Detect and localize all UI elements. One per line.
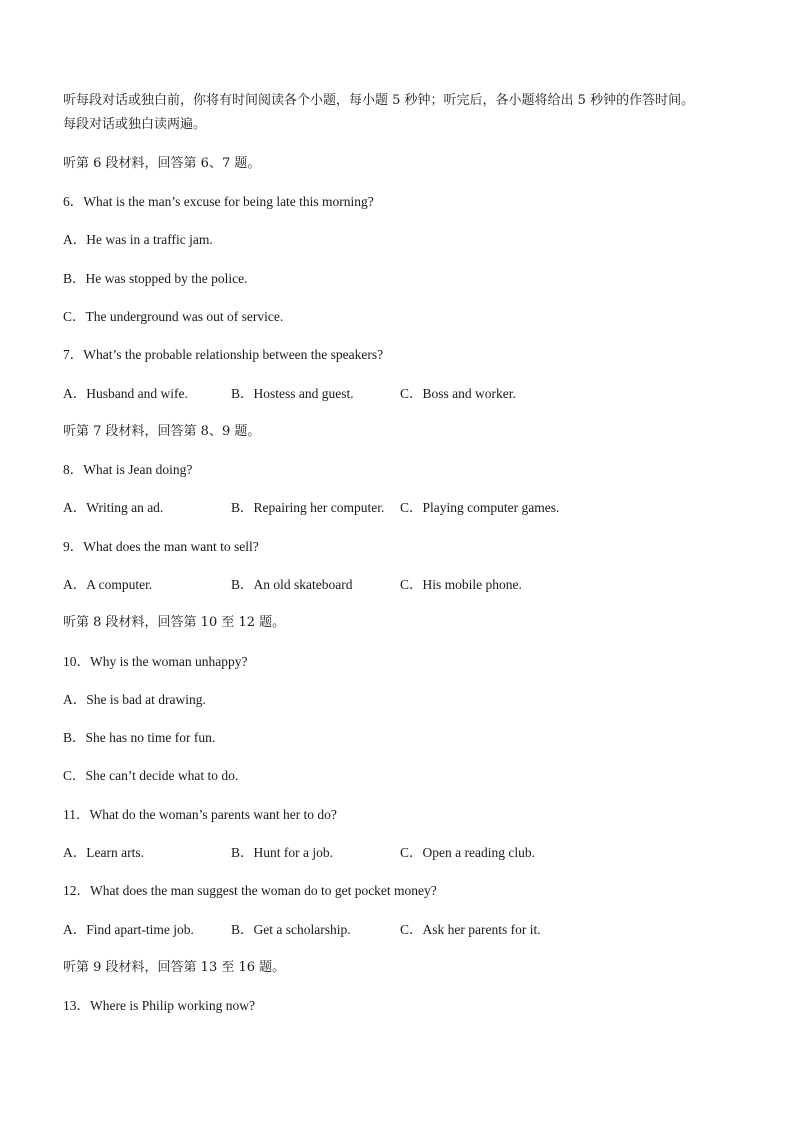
section-heading-8: 听第 8 段材料，回答第 10 至 12 题。 — [63, 615, 286, 630]
question-7-option-c: C．Boss and worker. — [400, 386, 516, 401]
question-6-option-c: C．The underground was out of service. — [63, 309, 284, 324]
question-9-option-a: A．A computer. — [63, 577, 153, 592]
question-8-stem: 8．What is Jean doing? — [63, 462, 193, 477]
question-11-option-a: A．Learn arts. — [63, 845, 144, 860]
question-8-option-c: C．Playing computer games. — [400, 500, 560, 515]
question-12-stem: 12．What does the man suggest the woman do to get pocket money? — [63, 883, 437, 898]
question-11-stem: 11．What do the woman’s parents want her to do? — [63, 807, 337, 822]
question-10-stem: 10．Why is the woman unhappy? — [63, 654, 248, 669]
question-6-option-a: A．He was in a traffic jam. — [63, 232, 213, 247]
question-7-stem: 7．What’s the probable relationship between the speakers? — [63, 347, 384, 362]
question-8-option-a: A．Writing an ad. — [63, 500, 164, 515]
section-heading-6: 听第 6 段材料，回答第 6、7 题。 — [63, 156, 261, 171]
question-12-option-c: C．Ask her parents for it. — [400, 922, 541, 937]
question-7-option-a: A．Husband and wife. — [63, 386, 188, 401]
question-7-option-b: B．Hostess and guest. — [231, 386, 354, 401]
question-8-option-b: B．Repairing her computer. — [231, 500, 385, 515]
question-9-option-c: C．His mobile phone. — [400, 577, 522, 592]
question-10-option-b: B．She has no time for fun. — [63, 730, 216, 745]
question-9-option-b: B．An old skateboard — [231, 577, 353, 592]
question-9-stem: 9．What does the man want to sell? — [63, 539, 259, 554]
question-11-option-c: C．Open a reading club. — [400, 845, 535, 860]
question-11-option-b: B．Hunt for a job. — [231, 845, 333, 860]
question-6-stem: 6．What is the man’s excuse for being late this morning? — [63, 194, 374, 209]
question-10-option-a: A．She is bad at drawing. — [63, 692, 206, 707]
question-13-stem: 13．Where is Philip working now? — [63, 998, 255, 1013]
section-heading-7: 听第 7 段材料，回答第 8、9 题。 — [63, 424, 261, 439]
section-heading-9: 听第 9 段材料，回答第 13 至 16 题。 — [63, 960, 286, 975]
question-6-option-b: B．He was stopped by the police. — [63, 271, 248, 286]
instruction-line-1: 听每段对话或独白前，你将有时间阅读各个小题，每小题 5 秒钟；听完后，各小题将给出 5 秒钟的作答时间。 — [63, 93, 695, 108]
instruction-line-2: 每段对话或独白读两遍。 — [63, 117, 207, 132]
question-12-option-a: A．Find apart-time job. — [63, 922, 194, 937]
question-12-option-b: B．Get a scholarship. — [231, 922, 351, 937]
question-10-option-c: C．She can’t decide what to do. — [63, 768, 239, 783]
